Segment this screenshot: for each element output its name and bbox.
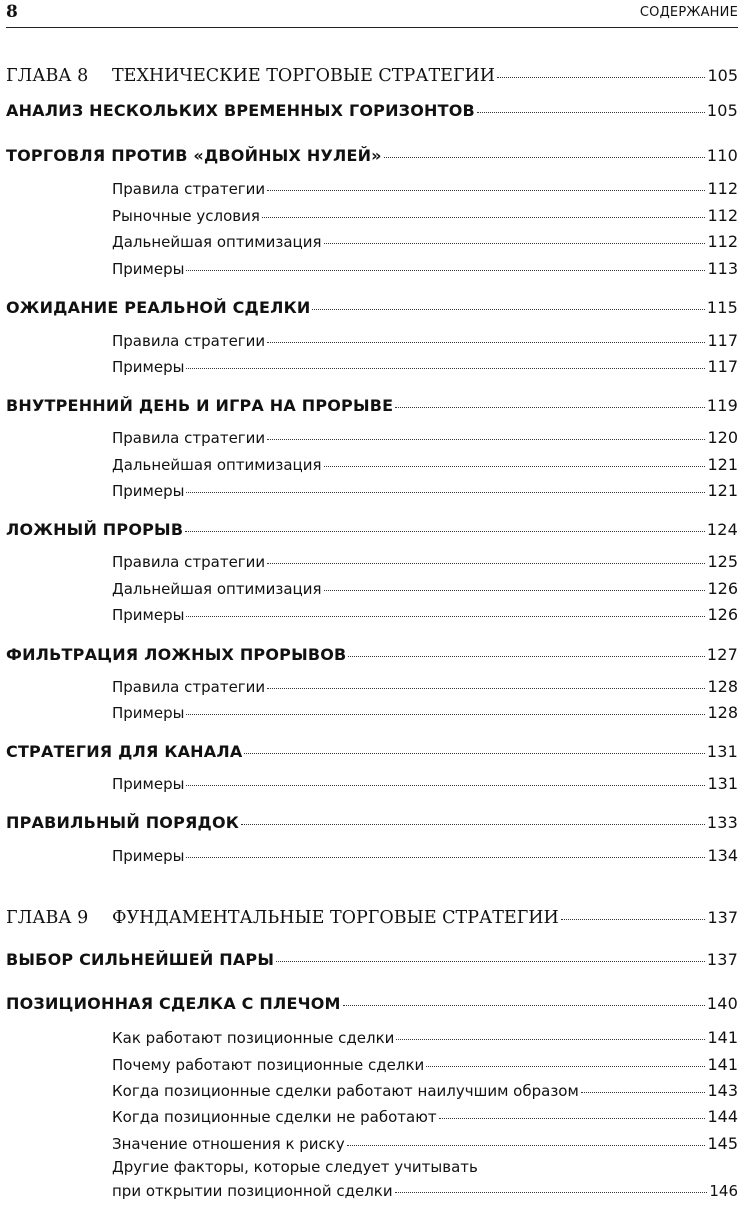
toc-entry-title: ФИЛЬТРАЦИЯ ЛОЖНЫХ ПРОРЫВОВ — [6, 645, 347, 664]
toc-sub-entry — [112, 481, 738, 500]
dot-leader — [186, 714, 705, 715]
dot-leader — [267, 342, 705, 343]
toc-entry-page-number: 131 — [706, 742, 738, 761]
toc-section-entry — [6, 396, 738, 415]
toc-sub-entry — [112, 846, 738, 865]
toc-entry-title: при открытии позиционной сделки — [112, 1182, 393, 1200]
toc-section-entry — [6, 645, 738, 664]
toc-entry-title — [6, 66, 495, 86]
toc-sub-entry — [112, 677, 738, 696]
toc-entry-page-number: 115 — [706, 298, 738, 317]
toc-sub-entry — [112, 206, 738, 225]
toc-sub-entry — [112, 232, 738, 251]
toc-entry-title: Правила стратегии — [112, 332, 266, 350]
toc-entry-page-number: 110 — [706, 146, 738, 165]
toc-entry-title: Примеры — [112, 606, 185, 624]
toc-entry-title: Правила стратегии — [112, 553, 266, 571]
toc-section-entry — [6, 298, 738, 317]
toc-sub-entry — [112, 1107, 738, 1126]
toc-entry-title: Значение отношения к риску — [112, 1135, 345, 1153]
toc-entry-page-number: 125 — [707, 552, 738, 571]
toc-entry-title: Примеры — [112, 482, 185, 500]
dot-leader — [185, 531, 705, 532]
toc-entry-title: Дальнейшая оптимизация — [112, 580, 322, 598]
toc-entry-title: Примеры — [112, 358, 185, 376]
toc-entry-title: ВНУТРЕННИЙ ДЕНЬ И ИГРА НА ПРОРЫВЕ — [6, 396, 394, 415]
dot-leader — [186, 857, 705, 858]
dot-leader — [581, 1092, 706, 1093]
toc-entry-title: ВЫБОР СИЛЬНЕЙШЕЙ ПАРЫ — [6, 950, 275, 969]
dot-leader — [497, 77, 705, 78]
toc-entry-title: Дальнейшая оптимизация — [112, 233, 322, 251]
toc-entry-page-number: 120 — [707, 428, 738, 447]
toc-chapter-entry — [6, 66, 738, 86]
toc-entry-page-number: 128 — [707, 703, 738, 722]
dot-leader — [276, 961, 705, 962]
toc-sub-entry — [112, 774, 738, 793]
toc-sub-entry — [112, 259, 738, 278]
toc-entry-page-number: 126 — [707, 579, 738, 598]
toc-entry-page-number: 140 — [706, 994, 738, 1013]
dot-leader — [395, 407, 705, 408]
toc-entry-title: Примеры — [112, 847, 185, 865]
chapter-title: ФУНДАМЕНТАЛЬНЫЕ ТОРГОВЫЕ СТРАТЕГИИ — [112, 908, 559, 928]
toc-section-entry — [6, 101, 738, 120]
toc-entry-title: Почему работают позиционные сделки — [112, 1056, 425, 1074]
toc-sub-entry — [112, 552, 738, 571]
toc-entry-page-number: 126 — [707, 605, 738, 624]
toc-entry-page-number: 112 — [707, 179, 738, 198]
toc-sub-entry — [112, 579, 738, 598]
toc-entry-title: Как работают позиционные сделки — [112, 1029, 395, 1047]
toc-sub-entry — [112, 357, 738, 376]
dot-leader — [395, 1192, 708, 1193]
toc-entry-page-number: 145 — [707, 1134, 738, 1153]
dot-leader — [186, 270, 705, 271]
dot-leader — [396, 1039, 705, 1040]
toc-chapter-entry — [6, 908, 738, 928]
toc-entry-title — [6, 908, 559, 928]
toc-entry-title: Правила стратегии — [112, 180, 266, 198]
toc-section-entry — [6, 742, 738, 761]
toc-entry-page-number: 119 — [706, 396, 738, 415]
chapter-label: ГЛАВА 8 — [6, 66, 89, 86]
toc-entry-page-number: 112 — [707, 232, 738, 251]
page-number: 8 — [6, 2, 18, 22]
toc-section-entry — [6, 994, 738, 1013]
toc-entry-title: Дальнейшая оптимизация — [112, 456, 322, 474]
dot-leader — [348, 656, 704, 657]
toc-section-entry — [6, 520, 738, 539]
toc-entry-page-number: 112 — [707, 206, 738, 225]
dot-leader — [267, 439, 705, 440]
toc-entry-title: Примеры — [112, 260, 185, 278]
dot-leader — [312, 309, 704, 310]
dot-leader — [244, 753, 704, 754]
toc-entry-title: Правила стратегии — [112, 429, 266, 447]
toc-entry-page-number: 105 — [707, 66, 738, 85]
chapter-title: ТЕХНИЧЕСКИЕ ТОРГОВЫЕ СТРАТЕГИИ — [112, 66, 496, 86]
dot-leader — [324, 590, 706, 591]
toc-entry-page-number: 137 — [706, 950, 738, 969]
toc-sub-entry — [112, 179, 738, 198]
dot-leader — [561, 919, 706, 920]
toc-entry-title: ПРАВИЛЬНЫЙ ПОРЯДОК — [6, 813, 240, 832]
toc-sub2-entry — [112, 1158, 738, 1200]
dot-leader — [186, 368, 705, 369]
dot-leader — [477, 112, 705, 113]
dot-leader — [343, 1005, 705, 1006]
dot-leader — [241, 824, 705, 825]
toc-sub-entry — [112, 331, 738, 350]
dot-leader — [186, 616, 705, 617]
dot-leader — [324, 243, 706, 244]
dot-leader — [439, 1118, 706, 1119]
toc-sub-entry — [112, 428, 738, 447]
toc-entry-title-line1: Другие факторы, которые следует учитывать — [112, 1158, 478, 1176]
toc-entry-page-number: 121 — [707, 455, 738, 474]
dot-leader — [324, 466, 706, 467]
toc-entry-title: Рыночные условия — [112, 207, 260, 225]
dot-leader — [426, 1066, 705, 1067]
toc-entry-title: АНАЛИЗ НЕСКОЛЬКИХ ВРЕМЕННЫХ ГОРИЗОНТОВ — [6, 101, 475, 120]
toc-entry-page-number: 105 — [706, 101, 738, 120]
toc-entry-page-number: 124 — [706, 520, 738, 539]
toc-sub-entry — [112, 1134, 738, 1153]
toc-entry-title: Когда позиционные сделки не работают — [112, 1108, 437, 1126]
toc-entry-title: ЛОЖНЫЙ ПРОРЫВ — [6, 520, 184, 539]
toc-entry-page-number: 146 — [709, 1182, 738, 1200]
dot-leader — [384, 157, 705, 158]
toc-entry-title: ПОЗИЦИОННАЯ СДЕЛКА С ПЛЕЧОМ — [6, 994, 341, 1013]
dot-leader — [267, 190, 705, 191]
toc-entry-page-number: 131 — [707, 774, 738, 793]
toc-entry-title: Примеры — [112, 704, 185, 722]
dot-leader — [186, 785, 705, 786]
toc-entry-page-number: 143 — [707, 1081, 738, 1100]
toc-sub-entry — [112, 1081, 738, 1100]
toc-entry-title: Правила стратегии — [112, 678, 266, 696]
toc-entry-page-number: 128 — [707, 677, 738, 696]
toc-entry-page-number: 141 — [707, 1028, 738, 1047]
toc-entry-page-number: 134 — [707, 846, 738, 865]
toc-entry-page-number: 113 — [707, 259, 738, 278]
running-head-title: СОДЕРЖАНИЕ — [639, 5, 738, 20]
toc-entry-page-number: 137 — [707, 908, 738, 927]
toc-entry-title: СТРАТЕГИЯ ДЛЯ КАНАЛА — [6, 742, 243, 761]
running-header — [6, 0, 738, 28]
dot-leader — [347, 1145, 706, 1146]
toc-entry-page-number: 121 — [707, 481, 738, 500]
toc-entry-page-number: 141 — [707, 1055, 738, 1074]
dot-leader — [186, 492, 705, 493]
toc-section-entry — [6, 813, 738, 832]
toc-entry-page-number: 117 — [707, 331, 738, 350]
toc-entry-page-number: 133 — [706, 813, 738, 832]
toc-entry-title: ОЖИДАНИЕ РЕАЛЬНОЙ СДЕЛКИ — [6, 298, 311, 317]
toc-entry-title: ТОРГОВЛЯ ПРОТИВ «ДВОЙНЫХ НУЛЕЙ» — [6, 146, 382, 165]
toc-sub-entry — [112, 1028, 738, 1047]
chapter-label: ГЛАВА 9 — [6, 908, 89, 928]
dot-leader — [262, 217, 706, 218]
toc-section-entry — [6, 950, 738, 969]
dot-leader — [267, 688, 705, 689]
toc-entry-page-number: 144 — [707, 1107, 738, 1126]
dot-leader — [267, 563, 705, 564]
toc-sub-entry — [112, 703, 738, 722]
toc-section-entry — [6, 146, 738, 165]
toc-entry-title: Примеры — [112, 775, 185, 793]
toc-entry-page-number: 127 — [706, 645, 738, 664]
toc-sub-entry — [112, 455, 738, 474]
toc-entry-title: Когда позиционные сделки работают наилучшим образом — [112, 1082, 579, 1100]
toc-sub-entry — [112, 1055, 738, 1074]
toc-entry-page-number: 117 — [707, 357, 738, 376]
toc-sub-entry — [112, 605, 738, 624]
